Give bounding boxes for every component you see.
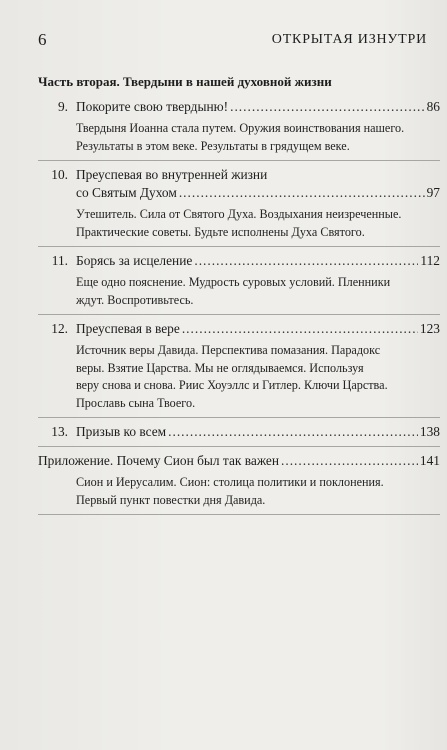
part-title: Часть вторая. Твердыни в нашей духовной жизни xyxy=(38,74,332,89)
entry-number: 13. xyxy=(51,424,68,439)
entry-number: 9. xyxy=(57,99,68,114)
toc-entry-10[interactable] xyxy=(38,166,440,241)
entry-number: 12. xyxy=(51,321,68,336)
running-title: ОТКРЫТАЯ ИЗНУТРИ xyxy=(271,32,427,47)
dot-leader xyxy=(281,452,418,470)
entry-description: Твердыня Иоанна стала путем. Оружия воинствования нашего. Результаты в этом веке. Результаты в грядущем веке. xyxy=(76,121,405,153)
entry-title: Покорите свою твердыню! xyxy=(76,99,229,114)
table-of-contents xyxy=(38,98,440,520)
entry-page: 123 xyxy=(419,321,440,336)
toc-entry-12[interactable] xyxy=(38,320,440,412)
appendix-description: Сион и Иерусалим. Сион: столица политики и поклонения. Первый пункт повестки дня Давида. xyxy=(76,475,384,507)
entry-number: 11. xyxy=(51,253,68,268)
dot-leader xyxy=(179,184,425,202)
divider xyxy=(38,446,440,447)
dot-leader xyxy=(230,98,425,116)
entry-title: Борясь за исцеление xyxy=(76,253,193,268)
toc-entry-appendix[interactable] xyxy=(38,452,440,509)
entry-number: 10. xyxy=(51,167,68,182)
appendix-page: 141 xyxy=(419,453,440,468)
toc-entry-9[interactable] xyxy=(38,98,440,155)
appendix-title: Приложение. Почему Сион был так важен xyxy=(38,453,280,468)
divider xyxy=(38,514,440,515)
entry-title: Преуспевая в вере xyxy=(76,321,180,336)
dot-leader xyxy=(194,252,418,270)
entry-description: Утешитель. Сила от Святого Духа. Воздыхания неизреченные. Практические советы. Будьте исполнены Духа Святого. xyxy=(76,207,402,239)
entry-title-continued: со Святым Духом xyxy=(76,185,177,200)
toc-entry-11[interactable] xyxy=(38,252,440,309)
page-number: 6 xyxy=(38,30,47,49)
entry-title: Преуспевая во внутренней жизни xyxy=(76,167,268,182)
entry-page: 97 xyxy=(426,185,440,200)
entry-title: Призыв ко всем xyxy=(76,424,167,439)
divider xyxy=(38,417,440,418)
entry-page: 112 xyxy=(420,253,440,268)
divider xyxy=(38,314,440,315)
dot-leader xyxy=(182,320,418,338)
divider xyxy=(38,246,440,247)
entry-description: Еще одно пояснение. Мудрость суровых условий. Пленники ждут. Воспротивьтесь. xyxy=(76,275,391,307)
dot-leader xyxy=(168,423,418,441)
entry-description: Источник веры Давида. Перспектива помазания. Парадокс веры. Взятие Царства. Мы не оглядываемся. Используя веру снова и снова. Риис Хоуэллс и Гитлер. Ключи Царства. Прославь сына Твоего. xyxy=(76,343,388,410)
divider xyxy=(38,160,440,161)
toc-entry-13[interactable] xyxy=(38,423,440,441)
entry-page: 86 xyxy=(426,99,440,114)
page-header xyxy=(38,30,427,50)
entry-page: 138 xyxy=(419,424,440,439)
